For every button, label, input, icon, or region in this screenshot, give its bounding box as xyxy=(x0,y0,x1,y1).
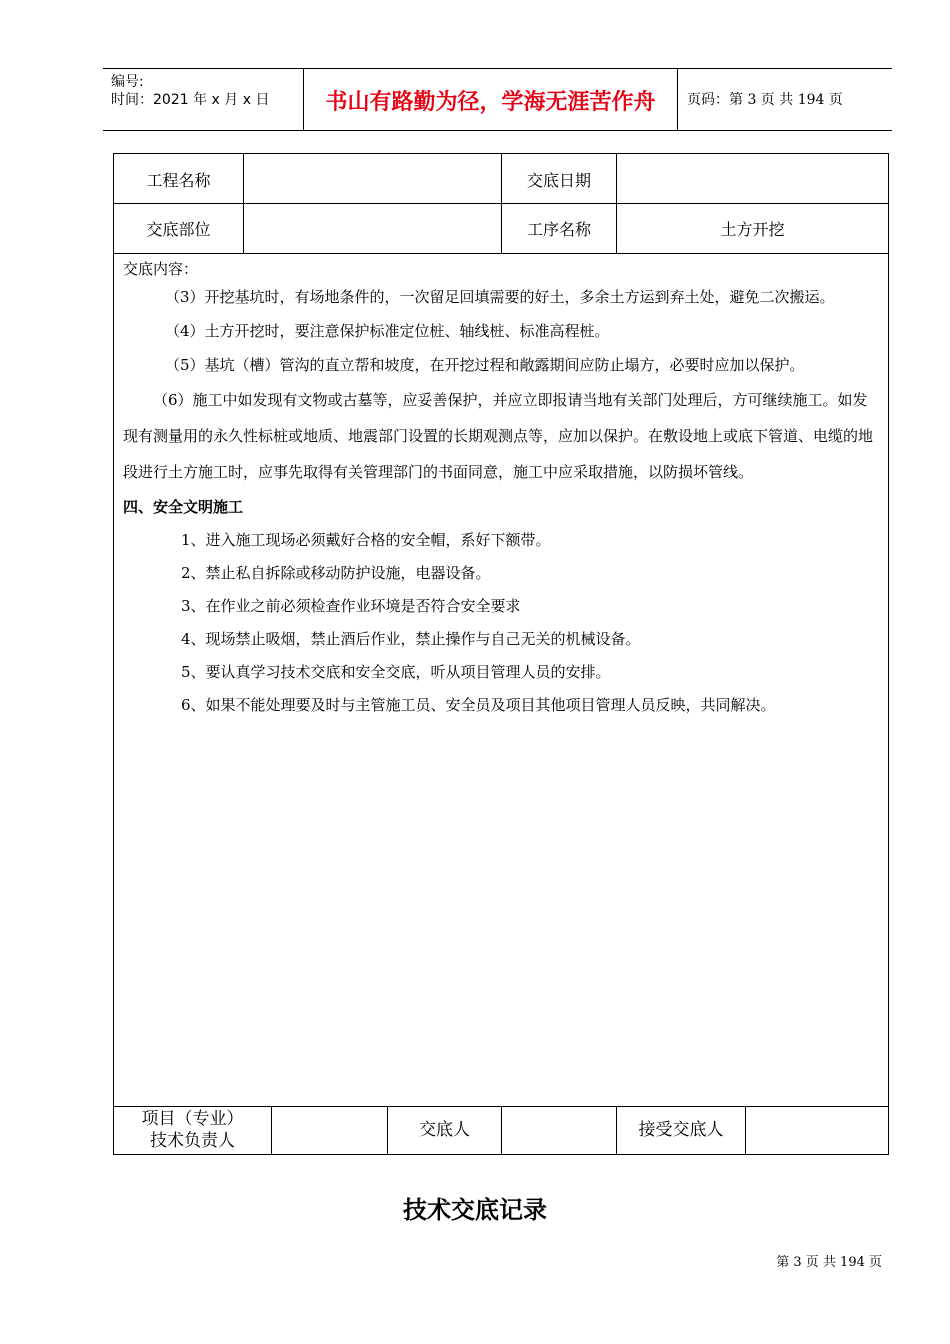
grid-line xyxy=(501,1106,502,1154)
tech-lead-label-line1: 项目（专业） xyxy=(141,1109,244,1129)
content-paragraph: （3）开挖基坑时，有场地条件的，一次留足回填需要的好土，多余土方运到弃土处，避免二次搬运。 xyxy=(165,288,835,306)
header-meta xyxy=(111,73,269,109)
disclosure-content xyxy=(123,258,881,722)
grid-line xyxy=(271,1106,272,1154)
grid-line xyxy=(745,1106,746,1154)
date-label: 交底日期 xyxy=(526,171,591,190)
content-paragraph: （4）土方开挖时，要注意保护标准定位桩、轴线桩、标准高程桩。 xyxy=(165,322,610,340)
section-title: 四、安全文明施工 xyxy=(123,498,244,516)
grid-line xyxy=(114,253,888,254)
tech-lead-label-line2: 技术负责人 xyxy=(150,1131,235,1151)
number-label: 编号: xyxy=(111,74,144,90)
header-divider xyxy=(677,69,678,130)
content-label: 交底内容： xyxy=(123,260,199,278)
header-motto: 书山有路勤为径，学海无涯苦作舟 xyxy=(325,89,656,115)
project-name-label: 工程名称 xyxy=(146,171,211,190)
process-label: 工序名称 xyxy=(526,220,591,239)
header-page-info: 页码：第 3 页 共 194 页 xyxy=(687,92,843,108)
content-paragraph: （6）施工中如发现有文物或古墓等，应妥善保护，并应立即报请当地有关部门处理后，方可继续施工。如发现有测量用的永久性标桩或地质、地震部门设置的长期观测点等，应加以保护。在敷设地上或底下管道、电缆的地段进行土方施工时，应事先取得有关管理部门的书面同意，施工中应采取措施，以防损坏管线。 xyxy=(123,391,874,481)
safety-item: 3、在作业之前必须检查作业环境是否符合安全要求 xyxy=(181,597,521,615)
page-header xyxy=(103,68,892,131)
safety-item: 5、要认真学习技术交底和安全交底，听从项目管理人员的安排。 xyxy=(181,663,611,681)
safety-item: 2、禁止私自拆除或移动防护设施，电器设备。 xyxy=(181,564,491,582)
process-value: 土方开挖 xyxy=(720,220,785,239)
safety-item: 1、进入施工现场必须戴好合格的安全帽，系好下额带。 xyxy=(181,531,551,549)
safety-item: 6、如果不能处理要及时与主管施工员、安全员及项目其他项目管理人员反映，共同解决。 xyxy=(181,696,776,714)
tech-lead-label xyxy=(114,1108,271,1152)
receiver-label: 接受交底人 xyxy=(638,1120,724,1140)
safety-item: 4、现场禁止吸烟，禁止酒后作业，禁止操作与自己无关的机械设备。 xyxy=(181,630,641,648)
disclosure-form xyxy=(113,153,889,1155)
time-label: 时间：2021 年 x 月 x 日 xyxy=(111,92,270,108)
document-title: 技术交底记录 xyxy=(403,1196,547,1224)
discloser-label: 交底人 xyxy=(419,1120,470,1140)
part-label: 交底部位 xyxy=(146,220,211,239)
content-paragraph: （5）基坑（槽）管沟的直立帮和坡度，在开挖过程和敞露期间应防止塌方，必要时应加以保护。 xyxy=(165,356,805,374)
grid-line xyxy=(243,154,244,253)
page-footer: 第 3 页 共 194 页 xyxy=(776,1255,882,1270)
